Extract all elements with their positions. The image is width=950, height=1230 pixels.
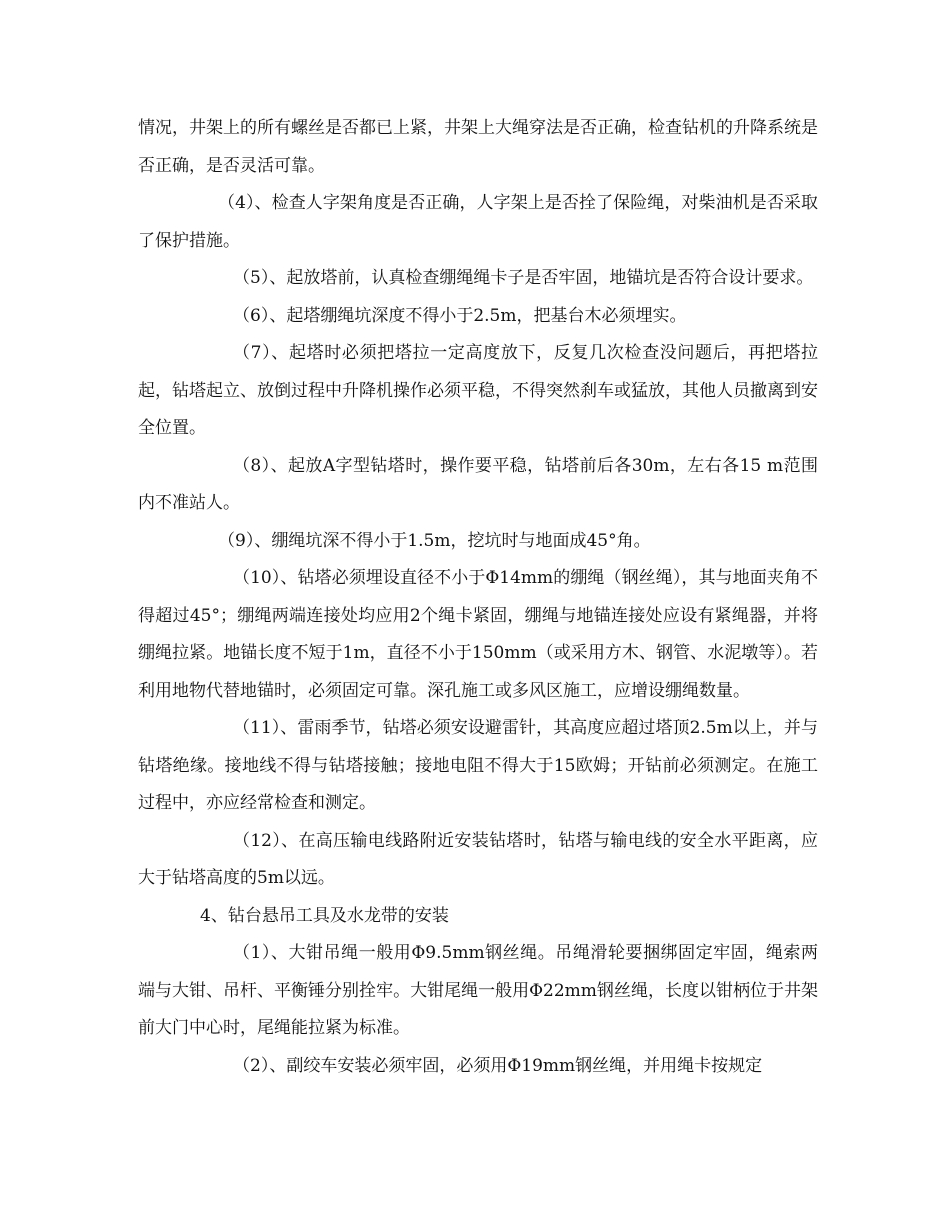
section-heading-4: 4、钻台悬吊工具及水龙带的安装 [200,905,449,926]
paragraph-subitem-1: （1）、大钳吊绳一般用Φ9.5mm钢丝绳。吊绳滑轮要捆绑固定牢固，绳索两端与大钳、吊杆、平衡锤分别拴牢。大钳尾绳一般用Φ22mm钢丝绳，长度以钳柄位于井架前大门中心时，尾绳能拉紧为标准。 [138,943,818,1038]
paragraph-continuation: 情况，井架上的所有螺丝是否都已上紧，井架上大绳穿法是否正确，检查钻机的升降系统是否正确，是否灵活可靠。 [138,118,818,176]
paragraph-item-7: （7）、起塔时必须把塔拉一定高度放下，反复几次检查没问题后，再把塔拉起，钻塔起立、放倒过程中升降机操作必须平稳，不得突然刹车或猛放，其他人员撤离到安全位置。 [138,343,818,438]
paragraph-subitem-2: （2）、副绞车安装必须牢固，必须用Φ19mm钢丝绳，并用绳卡按规定 [233,1055,763,1076]
paragraph-item-12: （12）、在高压输电线路附近安装钻塔时，钻塔与输电线的安全水平距离，应大于钻塔高度的5m以远。 [138,830,818,888]
paragraph-item-10: （10）、钻塔必须埋设直径不小于Φ14mm的绷绳（钢丝绳），其与地面夹角不得超过45°；绷绳两端连接处均应用2个绳卡紧固，绷绳与地锚连接处应设有紧绳器，并将绷绳拉紧。地锚长度不短于1m，直径不小于150mm（或采用方木、钢管、水泥墩等）。若利用地物代替地锚时，必须固定可靠。深孔施工或多风区施工，应增设绷绳数量。 [138,568,818,701]
document-body [138,110,818,1085]
paragraph-item-5: （5）、起放塔前，认真检查绷绳绳卡子是否牢固，地锚坑是否符合设计要求。 [233,268,814,288]
paragraph-item-4: （4）、检查人字架角度是否正确，人字架上是否拴了保险绳，对柴油机是否采取了保护措施。 [138,193,818,251]
paragraph-item-8: （8）、起放A字型钻塔时，操作要平稳，钻塔前后各30m，左右各15 m范围内不准站人。 [138,455,818,513]
paragraph-item-11: （11）、雷雨季节，钻塔必须安设避雷针，其高度应超过塔顶2.5m以上，并与钻塔绝缘。接地线不得与钻塔接触；接地电阻不得大于15欧姆；开钻前必须测定。在施工过程中，亦应经常检查和测定。 [138,718,818,813]
paragraph-item-6: （6）、起塔绷绳坑深度不得小于2.5m，把基台木必须埋实。 [233,305,687,326]
paragraph-item-9: （9）、绷绳坑深不得小于1.5m，挖坑时与地面成45°角。 [218,530,651,551]
